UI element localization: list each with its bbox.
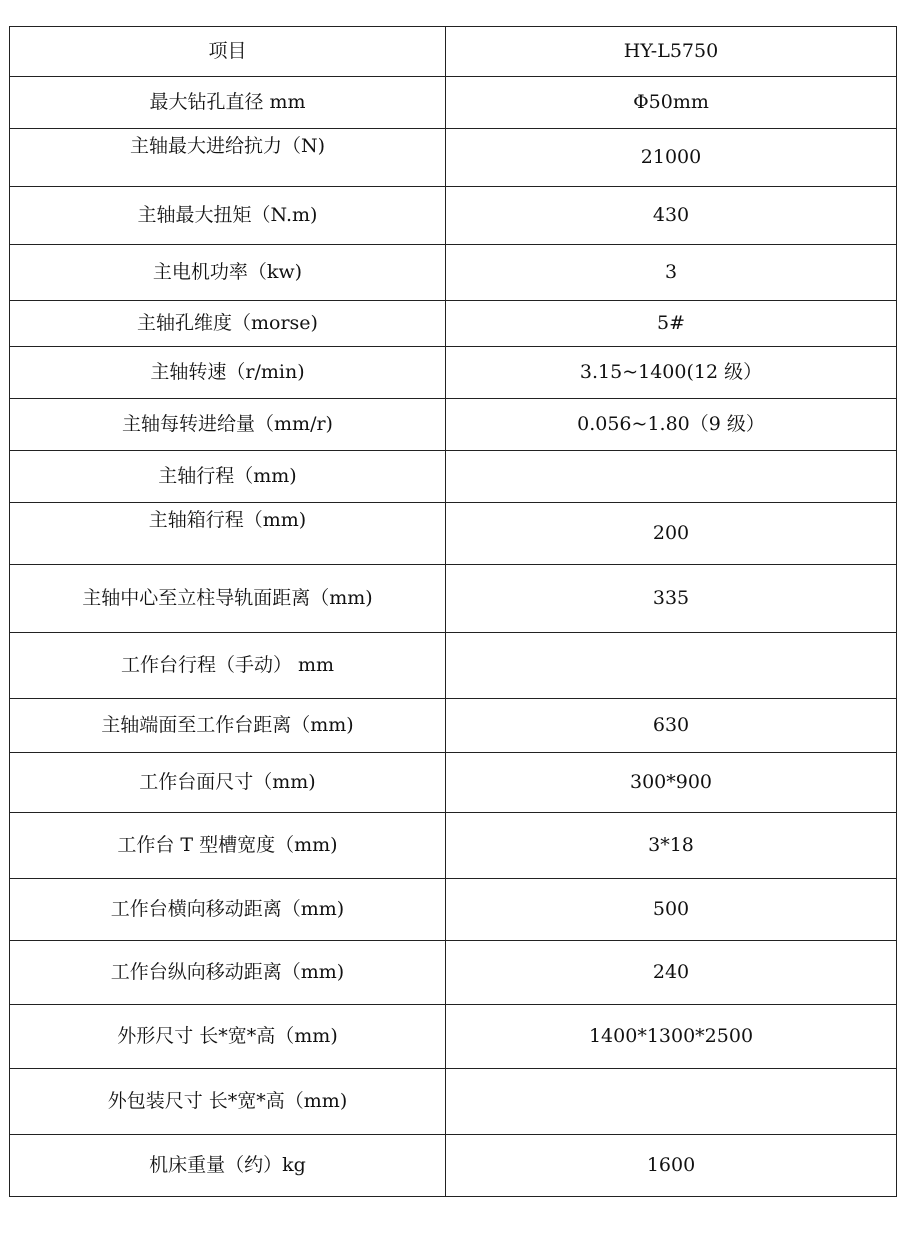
row-label: 主轴孔维度（morse) — [10, 301, 446, 347]
row-value: 0.056~1.80（9 级） — [446, 399, 897, 451]
row-label: 外形尺寸 长*宽*高（mm) — [10, 1005, 446, 1069]
row-value: 3.15~1400(12 级） — [446, 347, 897, 399]
row-value: 1600 — [446, 1135, 897, 1197]
table-row — [10, 699, 897, 753]
row-label: 工作台面尺寸（mm) — [10, 753, 446, 813]
table-row — [10, 399, 897, 451]
header-label: 项目 — [10, 27, 446, 77]
row-label: 主轴箱行程（mm) — [10, 503, 446, 565]
table-row — [10, 347, 897, 399]
row-value: 5# — [446, 301, 897, 347]
row-label: 机床重量（约）kg — [10, 1135, 446, 1197]
row-value: Φ50mm — [446, 77, 897, 129]
row-value — [446, 633, 897, 699]
table-row — [10, 1069, 897, 1135]
table-row — [10, 813, 897, 879]
table-row — [10, 245, 897, 301]
table-row — [10, 77, 897, 129]
row-value: 500 — [446, 879, 897, 941]
row-label: 主轴最大扭矩（N.m) — [10, 187, 446, 245]
row-value: 3*18 — [446, 813, 897, 879]
table-row — [10, 565, 897, 633]
row-label: 主电机功率（kw) — [10, 245, 446, 301]
table-row — [10, 187, 897, 245]
table-row — [10, 753, 897, 813]
table-row — [10, 503, 897, 565]
row-value: 3 — [446, 245, 897, 301]
row-label: 工作台横向移动距离（mm) — [10, 879, 446, 941]
row-value: 430 — [446, 187, 897, 245]
row-label: 主轴每转进给量（mm/r) — [10, 399, 446, 451]
spec-table — [9, 26, 897, 1197]
row-label: 主轴最大进给抗力（N) — [10, 129, 446, 187]
row-value: 300*900 — [446, 753, 897, 813]
row-label: 主轴行程（mm) — [10, 451, 446, 503]
row-value — [446, 1069, 897, 1135]
row-value: 240 — [446, 941, 897, 1005]
row-label: 主轴中心至立柱导轨面距离（mm) — [10, 565, 446, 633]
row-value: 200 — [446, 503, 897, 565]
row-value — [446, 451, 897, 503]
row-label: 主轴转速（r/min) — [10, 347, 446, 399]
table-row — [10, 633, 897, 699]
table-row — [10, 129, 897, 187]
row-value: 335 — [446, 565, 897, 633]
row-label: 外包装尺寸 长*宽*高（mm) — [10, 1069, 446, 1135]
row-value: 21000 — [446, 129, 897, 187]
table-row — [10, 1135, 897, 1197]
row-label: 最大钻孔直径 mm — [10, 77, 446, 129]
table-row — [10, 451, 897, 503]
row-label: 工作台行程（手动） mm — [10, 633, 446, 699]
row-value: 630 — [446, 699, 897, 753]
row-label: 主轴端面至工作台距离（mm) — [10, 699, 446, 753]
table-header-row — [10, 27, 897, 77]
table-row — [10, 879, 897, 941]
table-row — [10, 301, 897, 347]
row-label: 工作台纵向移动距离（mm) — [10, 941, 446, 1005]
row-label: 工作台 T 型槽宽度（mm) — [10, 813, 446, 879]
table-row — [10, 1005, 897, 1069]
header-value: HY-L5750 — [446, 27, 897, 77]
row-value: 1400*1300*2500 — [446, 1005, 897, 1069]
table-row — [10, 941, 897, 1005]
